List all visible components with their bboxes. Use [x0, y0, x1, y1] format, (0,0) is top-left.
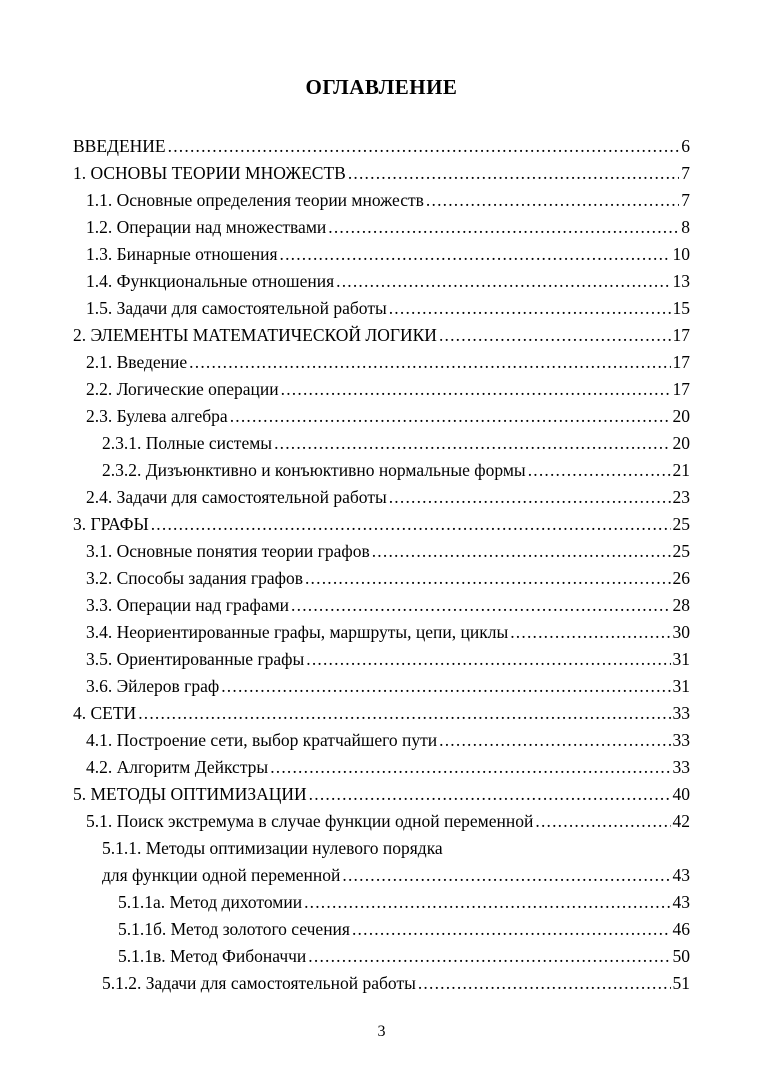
toc-entry-page: 10	[672, 244, 690, 264]
toc-entry-title: 1.2. Операции над множествами	[86, 217, 327, 237]
toc-entry-page: 33	[672, 730, 690, 750]
dot-leader	[304, 893, 670, 911]
toc-entry-title: 5. МЕТОДЫ ОПТИМИЗАЦИИ	[73, 784, 307, 804]
toc-entry-title: 2.3.1. Полные системы	[102, 433, 273, 453]
toc-entry-page: 31	[672, 676, 690, 696]
dot-leader	[439, 326, 671, 344]
dot-leader	[352, 920, 671, 938]
dot-leader	[439, 731, 670, 749]
toc-entry-page: 7	[681, 163, 690, 183]
dot-leader	[280, 245, 671, 263]
toc-entry-title: 1. ОСНОВЫ ТЕОРИИ МНОЖЕСТВ	[73, 163, 346, 183]
toc-entry-section-4-2[interactable]	[73, 756, 690, 783]
dot-leader	[168, 137, 680, 155]
toc-entry-page: 20	[672, 406, 690, 426]
toc-entry-section-1-1[interactable]	[73, 189, 690, 216]
toc-entry-introduction[interactable]	[73, 135, 690, 162]
toc-entry-section-3-4[interactable]	[73, 621, 690, 648]
toc-entry-section-1-2[interactable]	[73, 216, 690, 243]
toc-entry-title: 4. СЕТИ	[73, 703, 137, 723]
toc-entry-title: 2.4. Задачи для самостоятельной работы	[86, 487, 387, 507]
toc-entry-page: 21	[672, 460, 690, 480]
toc-entry-page: 51	[672, 973, 690, 993]
toc-entry-title: 5.1. Поиск экстремума в случае функции одной переменной	[86, 811, 534, 831]
toc-entry-page: 6	[681, 136, 690, 156]
toc-entry-section-5-1[interactable]	[73, 810, 690, 837]
dot-leader	[270, 758, 670, 776]
toc-entry-page: 31	[672, 649, 690, 669]
toc-entry-title: 5.1.1б. Метод золотого сечения	[118, 919, 350, 939]
dot-leader	[348, 164, 679, 182]
toc-entry-chapter-4[interactable]	[73, 702, 690, 729]
toc-entry-title: 1.4. Функциональные отношения	[86, 271, 335, 291]
dot-leader	[389, 488, 671, 506]
toc-entry-title: 1.3. Бинарные отношения	[86, 244, 278, 264]
toc-entry-title: ВВЕДЕНИЕ	[73, 136, 166, 156]
toc-entry-page: 15	[672, 298, 690, 318]
toc-entry-title: 2.3.2. Дизъюнктивно и конъюктивно нормальные формы	[102, 460, 526, 480]
dot-leader	[389, 299, 671, 317]
toc-entry-page: 7	[681, 190, 690, 210]
toc-entry-page: 30	[672, 622, 690, 642]
toc-entry-page: 26	[672, 568, 690, 588]
toc-entry-section-2-4[interactable]	[73, 486, 690, 513]
toc-entry-title-line1: 5.1.1. Методы оптимизации нулевого порядка	[102, 838, 443, 858]
toc-entry-page: 42	[672, 811, 690, 831]
toc-entry-title: 4.1. Построение сети, выбор кратчайшего пути	[86, 730, 438, 750]
toc-entry-page: 25	[672, 514, 690, 534]
dot-leader	[535, 812, 670, 830]
toc-entry-section-4-1[interactable]	[73, 729, 690, 756]
dot-leader	[306, 650, 670, 668]
toc-entry-section-3-1[interactable]	[73, 540, 690, 567]
toc-entry-section-2-3-2[interactable]	[73, 459, 690, 486]
toc-entry-title: 5.1.2. Задачи для самостоятельной работы	[102, 973, 416, 993]
toc-entry-title: 2. ЭЛЕМЕНТЫ МАТЕМАТИЧЕСКОЙ ЛОГИКИ	[73, 325, 437, 345]
toc-entry-section-2-1[interactable]	[73, 351, 690, 378]
toc-entry-page: 20	[672, 433, 690, 453]
toc-entry-page: 17	[672, 379, 690, 399]
toc-entry-section-2-3-1[interactable]	[73, 432, 690, 459]
toc-entry-page: 13	[672, 271, 690, 291]
toc-entry-title: 2.2. Логические операции	[86, 379, 279, 399]
dot-leader	[138, 704, 670, 722]
dot-leader	[372, 542, 671, 560]
toc-entry-page: 40	[672, 784, 690, 804]
toc-entry-page: 33	[672, 703, 690, 723]
toc-entry-page: 43	[672, 892, 690, 912]
toc-entry-page: 25	[672, 541, 690, 561]
toc-entry-page: 17	[672, 352, 690, 372]
toc-entry-title: 3.3. Операции над графами	[86, 595, 290, 615]
toc-entry-page: 28	[672, 595, 690, 615]
toc-entry-page: 8	[681, 217, 690, 237]
dot-leader	[305, 569, 671, 587]
dot-leader	[336, 272, 670, 290]
toc-entry-title: 3.4. Неориентированные графы, маршруты, цепи, циклы	[86, 622, 509, 642]
toc-entry-section-5-1-1a[interactable]	[73, 891, 690, 918]
dot-leader	[151, 515, 671, 533]
dot-leader	[426, 191, 679, 209]
toc-entry-section-1-3[interactable]	[73, 243, 690, 270]
page-title: ОГЛАВЛЕНИЕ	[305, 75, 458, 99]
page-number: 3	[377, 1023, 386, 1040]
toc-entry-title: 4.2. Алгоритм Дейкстры	[86, 757, 269, 777]
toc-entry-title: 3.2. Способы задания графов	[86, 568, 303, 588]
toc-entry-title: 3.5. Ориентированные графы	[86, 649, 305, 669]
dot-leader	[342, 866, 670, 884]
toc-entry-section-2-2[interactable]	[73, 378, 690, 405]
dot-leader	[221, 677, 670, 695]
toc-entry-section-5-1-1v[interactable]	[73, 945, 690, 972]
toc-entry-title: 1.1. Основные определения теории множеств	[86, 190, 424, 210]
dot-leader	[189, 353, 670, 371]
toc-entry-chapter-5[interactable]	[73, 783, 690, 810]
toc-entry-page: 43	[672, 865, 690, 885]
dot-leader	[528, 461, 671, 479]
dot-leader	[309, 785, 671, 803]
toc-entry-title: 3. ГРАФЫ	[73, 514, 149, 534]
toc-entry-page: 46	[672, 919, 690, 939]
toc-entry-page: 33	[672, 757, 690, 777]
toc-entry-section-5-1-1b[interactable]	[73, 918, 690, 945]
dot-leader	[291, 596, 670, 614]
toc-entry-section-3-6[interactable]	[73, 675, 690, 702]
toc-entry-title: 2.1. Введение	[86, 352, 188, 372]
dot-leader	[328, 218, 679, 236]
toc-entry-section-5-1-1[interactable]	[73, 837, 690, 891]
toc-entry-title: для функции одной переменной	[102, 865, 341, 885]
dot-leader	[418, 974, 671, 992]
toc-entry-title: 3.6. Эйлеров граф	[86, 676, 220, 696]
toc-entry-section-3-3[interactable]	[73, 594, 690, 621]
toc-entry-section-3-2[interactable]	[73, 567, 690, 594]
dot-leader	[281, 380, 671, 398]
toc-entry-title: 5.1.1в. Метод Фибоначчи	[118, 946, 307, 966]
toc-entry-section-1-4[interactable]	[73, 270, 690, 297]
toc-entry-title: 5.1.1а. Метод дихотомии	[118, 892, 303, 912]
toc-entry-section-2-3[interactable]	[73, 405, 690, 432]
toc-entry-page: 23	[672, 487, 690, 507]
table-of-contents	[73, 135, 690, 999]
dot-leader	[230, 407, 671, 425]
toc-entry-title: 2.3. Булева алгебра	[86, 406, 228, 426]
toc-entry-chapter-3[interactable]	[73, 513, 690, 540]
dot-leader	[308, 947, 670, 965]
toc-entry-title: 1.5. Задачи для самостоятельной работы	[86, 298, 387, 318]
toc-entry-chapter-1[interactable]	[73, 162, 690, 189]
toc-entry-section-5-1-2[interactable]	[73, 972, 690, 999]
toc-entry-page: 50	[672, 946, 690, 966]
dot-leader	[510, 623, 670, 641]
toc-entry-page: 17	[672, 325, 690, 345]
dot-leader	[274, 434, 670, 452]
toc-entry-title: 3.1. Основные понятия теории графов	[86, 541, 370, 561]
toc-entry-section-3-5[interactable]	[73, 648, 690, 675]
toc-entry-section-1-5[interactable]	[73, 297, 690, 324]
toc-entry-chapter-2[interactable]	[73, 324, 690, 351]
